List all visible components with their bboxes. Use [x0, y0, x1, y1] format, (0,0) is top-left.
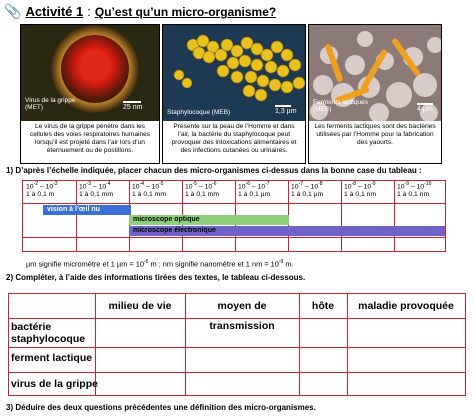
scale-cell: $10^{-7} - 10^{-8}$ 1 à 0,1 µm [291, 181, 324, 199]
staph-text: Présente sur la peau de l’Homme et dans l’air, la bactérie du staphylocoque peut provoquer des intoxications alimentaires et des infections cutanées ou urinaires. [171, 123, 297, 155]
row-ferment: ferment lactique [11, 352, 93, 364]
card-virus [20, 24, 160, 164]
unit-note: µm signifie micromètre et 1 $\mu m = 10^{-6}$ m ; nm signifie nanomètre et 1 nm = $10^{-9}$ m. [26, 259, 294, 269]
scale-cell: $10^{-3} - 10^{-4}$ 1 à 0,1 mm [79, 181, 113, 199]
ferments-micrograph [309, 25, 441, 121]
staph-scale-bar [275, 105, 291, 107]
scale-cell: $10^{-9} - 10^{-10}$ 1 à 0,1 nm [397, 181, 432, 199]
band-naked-eye: vision à l’œil nu [43, 205, 131, 215]
ferments-text: Les ferments lactiques sont des bactéries utilisées par l’Homme pour la fabrication des yaourts. [314, 123, 436, 147]
scale-cell: $10^{-6} - 10^{-7}$ 1 à 0,1 µm [238, 181, 271, 199]
band-electron-microscope: microscope électronique [129, 226, 445, 236]
activity-title [4, 3, 276, 23]
scale-cell: $10^{-5} - 10^{-6}$ 1 à 0,1 mm [185, 181, 219, 199]
virus-micrograph [21, 25, 159, 121]
virus-text: Le virus de la grippe pénètre dans les cellules des voies respiratoires humaines lorsqu’il est projeté dans l’air lors d’un éternuement ou de postillons. [29, 123, 151, 155]
header-maladie: maladie provoquée [358, 300, 454, 312]
header-transmission: moyen de transmission [209, 300, 275, 332]
row-bacterie: bactérie staphylocoque [11, 321, 86, 346]
paperclip-icon: 📎 [4, 3, 22, 19]
organism-table [8, 293, 466, 396]
virus-caption-line2: (MET) [25, 104, 44, 112]
activity-question: Qu’est qu’un micro-organisme? [94, 5, 277, 19]
card-staphylocoque [162, 24, 306, 164]
staph-caption: Staphylocoque (MEB) [167, 109, 231, 116]
scale-cell: $10^{-2} - 10^{-3}$ 1 à 0,1 m [26, 181, 58, 199]
header-milieu: milieu de vie [108, 300, 172, 312]
virus-scale: 25 nm [123, 103, 143, 111]
ferments-scale-bar [417, 103, 433, 105]
virus-scale-bar [123, 101, 141, 103]
scale-cell: $10^{-8} - 10^{-9}$ 1 à 0,1 nm [344, 181, 377, 199]
card-ferments [308, 24, 442, 164]
ferments-scale: 4 µm [417, 105, 433, 113]
ferments-caption-line2: (MEB) [313, 106, 332, 114]
row-virus: virus de la grippe [11, 378, 98, 390]
title-colon: : [87, 4, 91, 19]
band-optical-microscope: microscope optique [129, 215, 289, 225]
question-2: 2) Compléter, à l’aide des informations tirées des textes, le tableau ci-dessous. [6, 273, 306, 282]
ferments-caption-line1: Ferments lactiques [313, 99, 368, 106]
activity-label: Activité 1 [25, 4, 84, 19]
virus-caption-line1: Virus de la grippe [25, 97, 76, 104]
scale-table [22, 180, 446, 252]
scale-cell: $10^{-4} - 10^{-5}$ 1 à 0,1 mm [132, 181, 166, 199]
question-3: 3) Déduire des deux questions précédentes une définition des micro-organismes. [6, 403, 316, 412]
header-hote: hôte [311, 300, 335, 312]
staph-scale: 1,3 µm [275, 107, 297, 115]
question-1: 1) D’après l’échelle indiquée, placer chacun des micro-organismes ci-dessus dans la bonne case du tableau : [6, 166, 422, 175]
staphylocoque-micrograph [163, 25, 305, 121]
